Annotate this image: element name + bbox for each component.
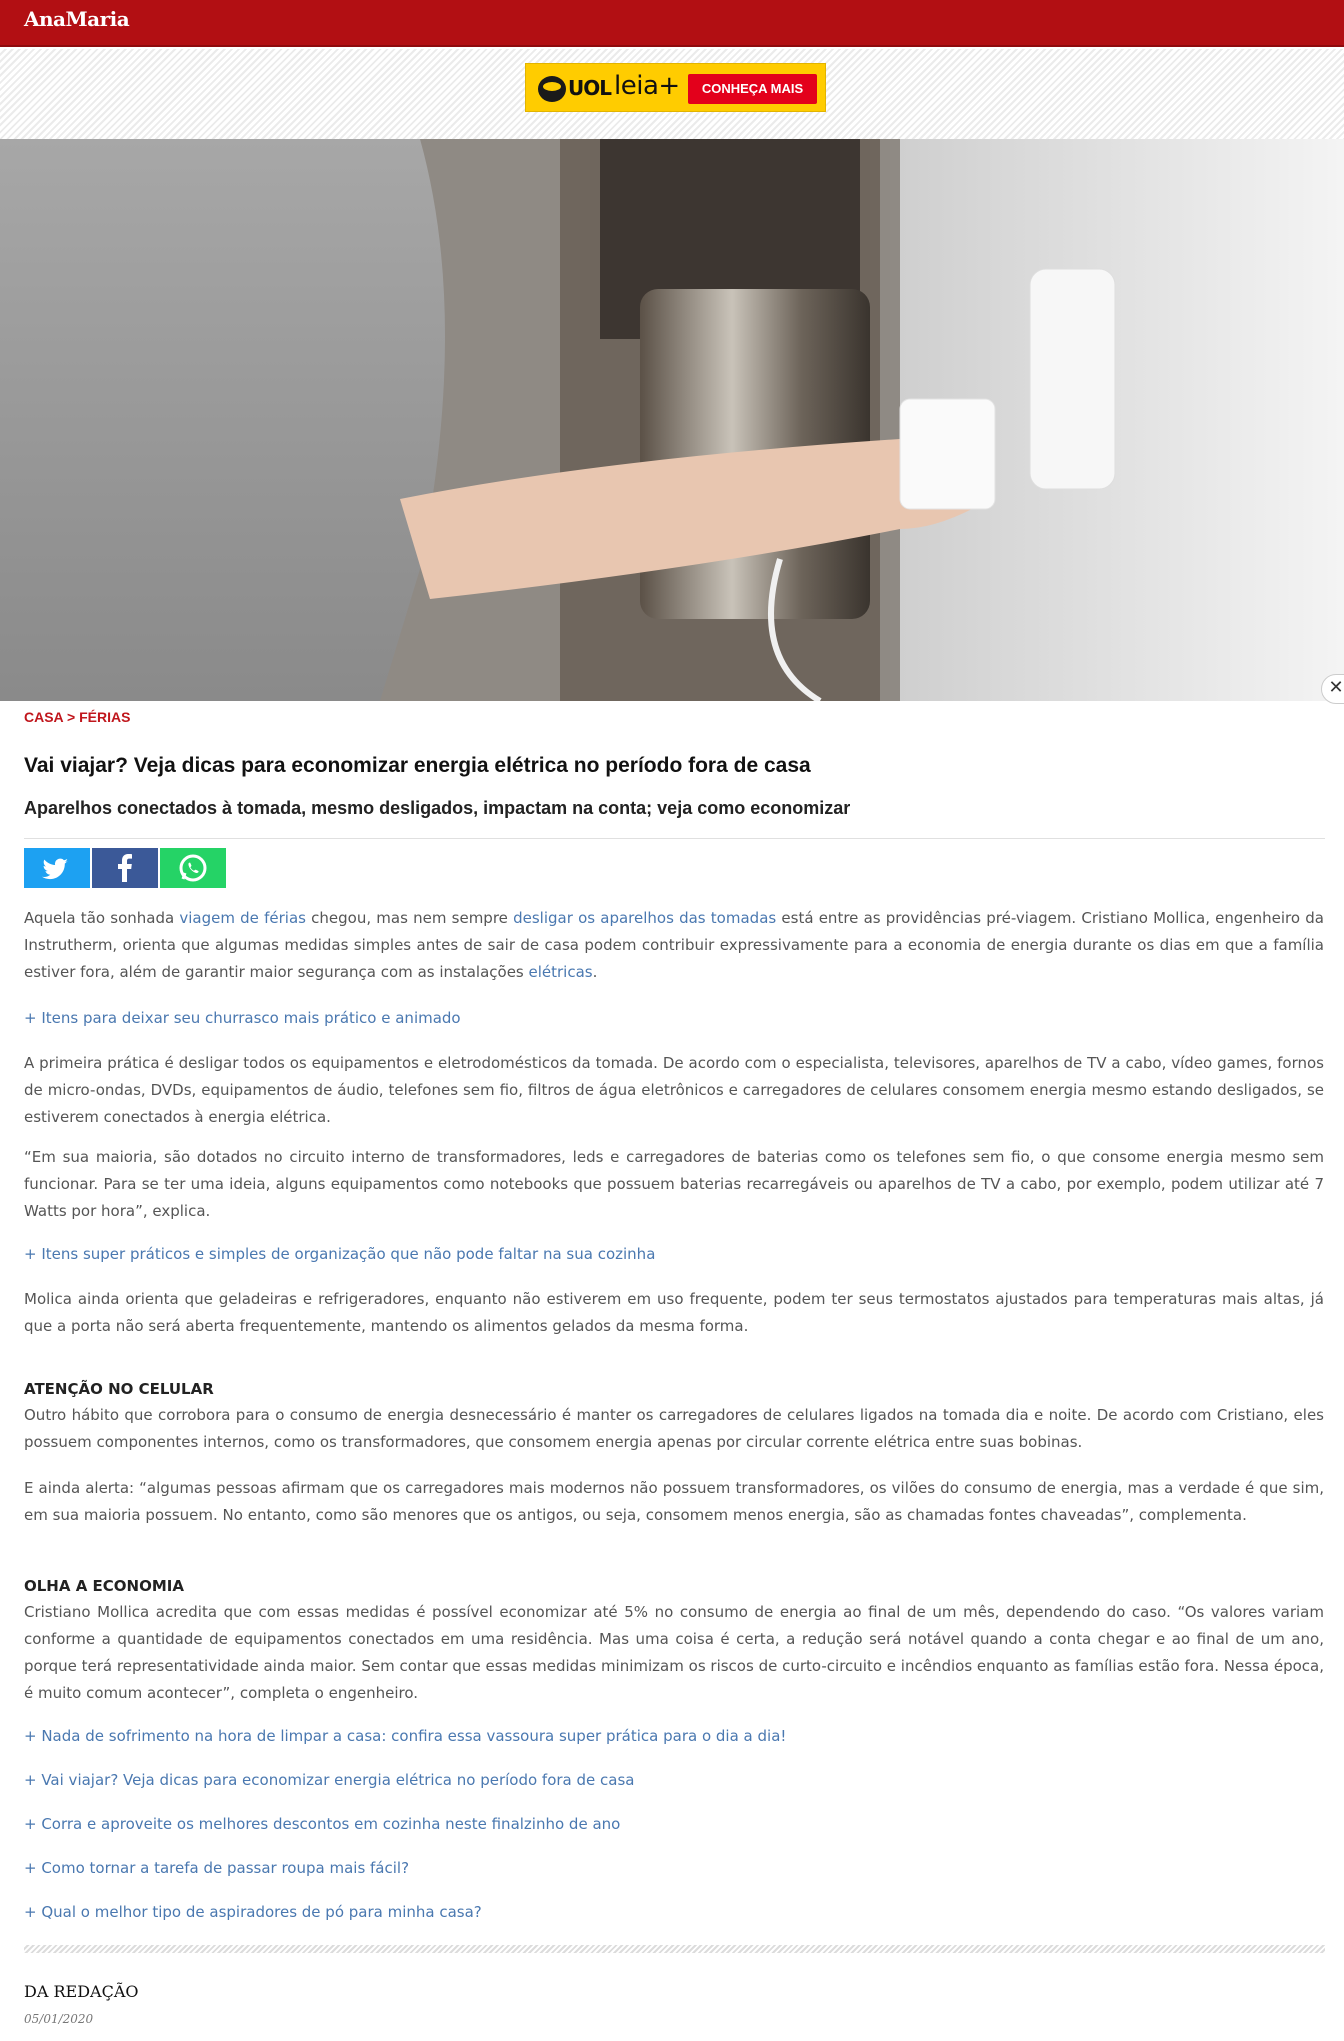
article-subtitle: Aparelhos conectados à tomada, mesmo desligados, impactam na conta; veja como economizar	[24, 798, 851, 818]
paragraph-text: Aquela tão sonhada	[24, 909, 180, 927]
section-heading-economia: OLHA A ECONOMIA	[24, 1577, 184, 1595]
ad-strip	[0, 49, 1344, 139]
whatsapp-icon	[160, 848, 226, 888]
twitter-share-button[interactable]	[24, 848, 90, 888]
article-paragraph-2: A primeira prática é desligar todos os equipamentos e eletrodomésticos da tomada. De acordo com o especialista, televisores, aparelhos de TV a cabo, vídeo games, fornos de micro-ondas, DVDs, equipamentos de áudio, telefones sem fio, filtros de água eletrônicos e carregadores de celulares consomem energia mesmo estando desligados, se estiverem conectados à energia elétrica.	[24, 1054, 1324, 1126]
uol-leia-banner[interactable]	[525, 63, 826, 112]
section-heading-celular: ATENÇÃO NO CELULAR	[24, 1380, 214, 1398]
leia-product-text: leia+	[614, 71, 680, 101]
article-paragraph-1	[24, 905, 1324, 986]
related-link-churrasco[interactable]: + Itens para deixar seu churrasco mais prático e animado	[24, 1009, 461, 1027]
article-paragraph-5: Outro hábito que corrobora para o consumo de energia desnecessário é manter os carregadores de celulares ligados na tomada dia e noite. De acordo com Cristiano, eles possuem componentes internos, como os transformadores, que consomem energia apenas por circular corrente elétrica entre suas bobinas.	[24, 1406, 1324, 1451]
uol-logo-icon	[538, 76, 566, 102]
link-eletricas[interactable]: elétricas	[528, 963, 593, 981]
site-logo[interactable]: AnaMaria	[24, 7, 130, 31]
related-link-descontos[interactable]: + Corra e aproveite os melhores descontos em cozinha neste finalzinho de ano	[24, 1815, 621, 1833]
link-desligar-aparelhos[interactable]: desligar os aparelhos das tomadas	[513, 909, 777, 927]
close-icon[interactable]: ✕	[1321, 674, 1344, 704]
article-paragraph-7: Cristiano Mollica acredita que com essas medidas é possível economizar até 5% no consumo de energia ao final de um mês, dependendo do caso. “Os valores variam conforme a quantidade de equipamentos conectados em uma residência. Mas uma coisa é certa, a redução será notável quando a conta chegar e ao final de um ano, porque terá representatividade ainda maior. Sem contar que essas medidas minimizam os riscos de curto-circuito e incêndios enquanto as famílias estão fora. Nessa época, é muito comum acontecer”, completa o engenheiro.	[24, 1603, 1324, 1702]
related-link-aspiradores[interactable]: + Qual o melhor tipo de aspiradores de pó para minha casa?	[24, 1903, 482, 1921]
article-author: DA REDAÇÃO	[24, 1982, 139, 2001]
related-link-cozinha[interactable]: + Itens super práticos e simples de organização que não pode faltar na sua cozinha	[24, 1245, 656, 1263]
related-link-vassoura[interactable]: + Nada de sofrimento na hora de limpar a casa: confira essa vassoura super prática para o dia a dia!	[24, 1727, 787, 1745]
paragraph-text: chegou, mas nem sempre	[305, 909, 514, 927]
footer-divider	[24, 1945, 1325, 1953]
article-paragraph-4: Molica ainda orienta que geladeiras e refrigeradores, enquanto não estiverem em uso frequente, podem ter seus termostatos ajustados para temperaturas mais altas, já que a porta não será aberta frequentemente, mantendo os alimentos gelados da mesma forma.	[24, 1290, 1324, 1335]
related-link-passar-roupa[interactable]: + Como tornar a tarefa de passar roupa mais fácil?	[24, 1859, 410, 1877]
related-link-viajar[interactable]: + Vai viajar? Veja dicas para economizar energia elétrica no período fora de casa	[24, 1771, 635, 1789]
article-paragraph-3: “Em sua maioria, são dotados no circuito interno de transformadores, leds e carregadores de baterias como os telefones sem fio, o que consome energia mesmo sem funcionar. Para se ter uma ideia, alguns equipamentos como notebooks que possuem baterias recarregáveis ou aparelhos de TV a cabo, por exemplo, podem utilizar até 7 Watts por hora”, explica.	[24, 1148, 1324, 1220]
uol-brand-text: UOL	[568, 76, 611, 100]
hero-photo-illustration	[0, 139, 1344, 701]
whatsapp-share-button[interactable]	[160, 848, 226, 888]
facebook-share-button[interactable]	[92, 848, 158, 888]
site-header	[0, 0, 1344, 47]
conheca-mais-button[interactable]: CONHEÇA MAIS	[688, 74, 817, 104]
facebook-icon	[92, 848, 158, 888]
link-viagem-de-ferias[interactable]: viagem de férias	[179, 909, 306, 927]
article-date: 05/01/2020	[24, 2012, 94, 2026]
hero-image	[0, 139, 1344, 701]
paragraph-text: .	[592, 963, 598, 981]
paragraph-text: está entre as providências pré-viagem. Cristiano Mollica, engenheiro da Instrutherm, orienta que algumas medidas simples antes de sair de casa podem contribuir expressivamente para a economia de energia durante os dias em que a família estiver fora, além de garantir maior segurança com as instalações	[24, 909, 1324, 981]
article-paragraph-6: E ainda alerta: “algumas pessoas afirmam que os carregadores mais modernos não possuem transformadores, os vilões do consumo de energia, mas a verdade é que sim, em sua maioria possuem. No entanto, como são menores que os antigos, ou seja, consomem menos energia, são as chamadas fontes chaveadas”, complementa.	[24, 1479, 1324, 1524]
twitter-icon	[24, 848, 90, 888]
divider	[24, 838, 1325, 839]
article-title: Vai viajar? Veja dicas para economizar energia elétrica no período fora de casa	[24, 754, 811, 777]
breadcrumb[interactable]: CASA > FÉRIAS	[24, 709, 131, 725]
